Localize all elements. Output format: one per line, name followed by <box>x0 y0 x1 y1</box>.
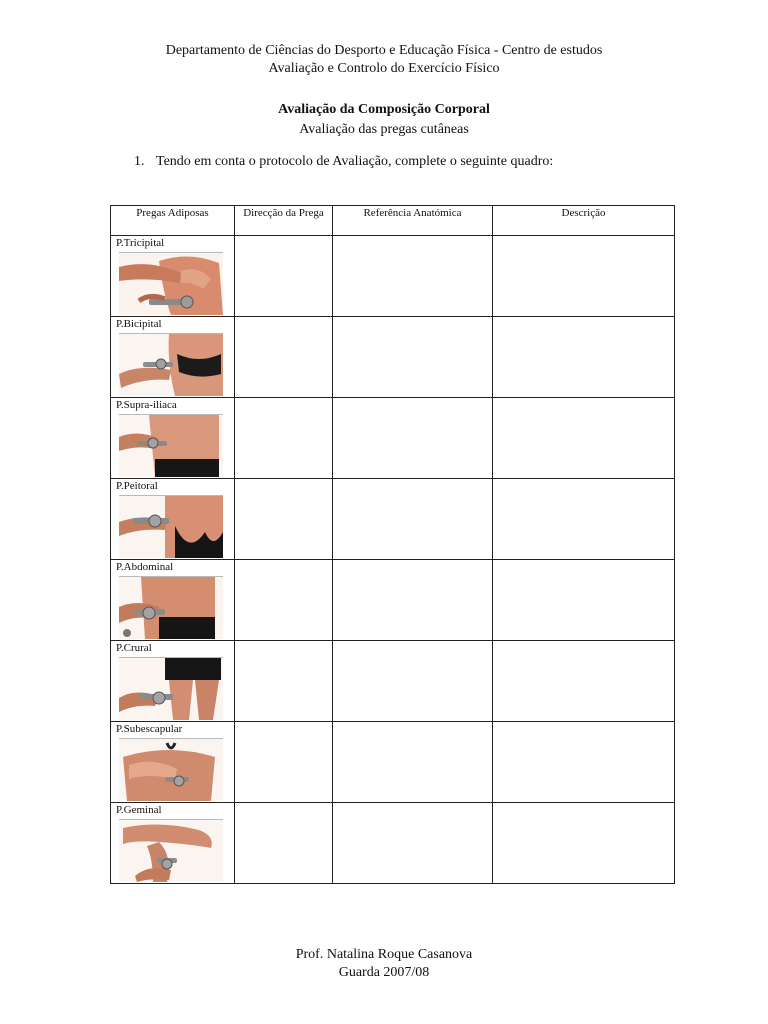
direccao-cell[interactable] <box>235 398 333 479</box>
question-number: 1. <box>134 154 145 169</box>
subescapular-photo <box>119 738 223 801</box>
table-row <box>111 641 675 722</box>
fold-label: P.Abdominal <box>116 561 174 573</box>
document-subtitle: Avaliação das pregas cutâneas <box>299 122 469 137</box>
referencia-cell[interactable] <box>333 803 493 884</box>
crural-photo <box>119 657 223 720</box>
descricao-cell[interactable] <box>493 722 675 803</box>
referencia-cell[interactable] <box>333 479 493 560</box>
table-header-row <box>111 206 675 236</box>
fold-label: P.Subescapular <box>116 723 183 735</box>
fold-label: P.Supra-iliaca <box>116 399 177 411</box>
fold-cell <box>111 398 235 479</box>
fold-label: P.Bicipital <box>116 318 162 330</box>
direccao-cell[interactable] <box>235 803 333 884</box>
question-1 <box>134 154 553 170</box>
table-row <box>111 479 675 560</box>
direccao-cell[interactable] <box>235 722 333 803</box>
header-referencia-anatomica: Referência Anatómica <box>333 206 493 236</box>
table-row <box>111 398 675 479</box>
descricao-cell[interactable] <box>493 398 675 479</box>
footer-author: Prof. Natalina Roque Casanova <box>295 947 473 962</box>
referencia-cell[interactable] <box>333 398 493 479</box>
fold-cell <box>111 479 235 560</box>
descricao-cell[interactable] <box>493 641 675 722</box>
direccao-cell[interactable] <box>235 641 333 722</box>
document-title: Avaliação da Composição Corporal <box>278 102 490 117</box>
question-text: Tendo em conta o protocolo de Avaliação, complete o seguinte quadro: <box>156 154 554 169</box>
fold-label: P.Peitoral <box>116 480 158 492</box>
peitoral-photo <box>119 495 223 558</box>
descricao-cell[interactable] <box>493 236 675 317</box>
document-footer <box>0 946 768 982</box>
fold-label: P.Geminal <box>116 804 162 816</box>
fold-cell <box>111 722 235 803</box>
abdominal-photo <box>119 576 223 639</box>
header-pregas-adiposas: Pregas Adiposas <box>111 206 235 236</box>
fold-cell <box>111 236 235 317</box>
table-row <box>111 236 675 317</box>
descricao-cell[interactable] <box>493 479 675 560</box>
descricao-cell[interactable] <box>493 560 675 641</box>
footer-place-year: Guarda 2007/08 <box>338 965 430 980</box>
fold-cell <box>111 803 235 884</box>
header-line-1: Departamento de Ciências do Desporto e Educação Física - Centro de estudos <box>165 43 603 58</box>
referencia-cell[interactable] <box>333 722 493 803</box>
referencia-cell[interactable] <box>333 641 493 722</box>
descricao-cell[interactable] <box>493 317 675 398</box>
fold-label: P.Crural <box>116 642 152 654</box>
direccao-cell[interactable] <box>235 236 333 317</box>
header-descricao: Descrição <box>493 206 675 236</box>
geminal-photo <box>119 819 223 882</box>
table-row <box>111 722 675 803</box>
header-line-2: Avaliação e Controlo do Exercício Físico <box>268 61 500 76</box>
direccao-cell[interactable] <box>235 317 333 398</box>
referencia-cell[interactable] <box>333 317 493 398</box>
table-row <box>111 317 675 398</box>
tricipital-photo <box>119 252 223 315</box>
title-block <box>0 100 768 140</box>
descricao-cell[interactable] <box>493 803 675 884</box>
header-direccao-prega: Direcção da Prega <box>235 206 333 236</box>
skinfold-table <box>110 205 675 884</box>
bicipital-photo <box>119 333 223 396</box>
fold-label: P.Tricipital <box>116 237 165 249</box>
fold-cell <box>111 641 235 722</box>
direccao-cell[interactable] <box>235 560 333 641</box>
table-row <box>111 560 675 641</box>
fold-cell <box>111 317 235 398</box>
supra-iliaca-photo <box>119 414 223 477</box>
referencia-cell[interactable] <box>333 236 493 317</box>
document-header <box>0 42 768 78</box>
fold-cell <box>111 560 235 641</box>
referencia-cell[interactable] <box>333 560 493 641</box>
direccao-cell[interactable] <box>235 479 333 560</box>
table-row <box>111 803 675 884</box>
